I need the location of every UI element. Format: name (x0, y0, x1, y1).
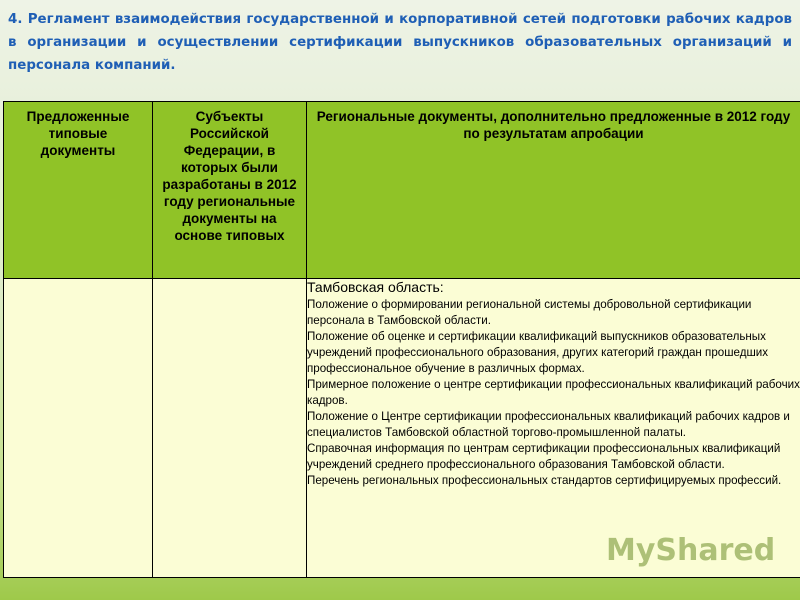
document-item: Положение о формировании региональной системы добровольной сертификации персонала в Тамбовской области. (307, 298, 752, 327)
column-header-regional-documents: Региональные документы, дополнительно предложенные в 2012 году по результатам апробации (307, 102, 800, 279)
column-header-typical-documents: Предложенные типовые документы (4, 102, 153, 279)
cell-subjects (153, 279, 307, 578)
table-header-row (4, 102, 800, 279)
document-item: Перечень региональных профессиональных стандартов сертифицируемых профессий. (307, 474, 782, 487)
watermark-text: MyShared (606, 532, 776, 568)
document-item: Примерное положение о центре сертификации профессиональных квалификаций рабочих кадров. (307, 378, 800, 407)
document-item: Положение о Центре сертификации профессиональных квалификаций рабочих кадров и специалистов Тамбовской областной торгово-промышленной палаты. (307, 410, 790, 439)
region-name: Тамбовская область: (307, 279, 444, 295)
documents-table (3, 101, 800, 578)
watermark-logo (602, 528, 776, 572)
column-header-subjects: Субъекты Российской Федерации, в которых были разработаны в 2012 году региональные документы на основе типовых (153, 102, 307, 279)
slide-title: 4. Регламент взаимодействия государственной и корпоративной сетей подготовки рабочих кадров в организации и осуществлении сертификации выпускников образовательных организаций и персонала компаний. (8, 12, 792, 73)
cell-typical-documents (4, 279, 153, 578)
document-item: Положение об оценке и сертификации квалификаций выпускников образовательных учреждений профессионального образования, других категорий граждан прошедших профессиональное обучение в различных формах. (307, 330, 769, 375)
document-item: Справочная информация по центрам сертификации профессиональных квалификаций учреждений среднего профессионального образования Тамбовской области. (307, 442, 781, 471)
